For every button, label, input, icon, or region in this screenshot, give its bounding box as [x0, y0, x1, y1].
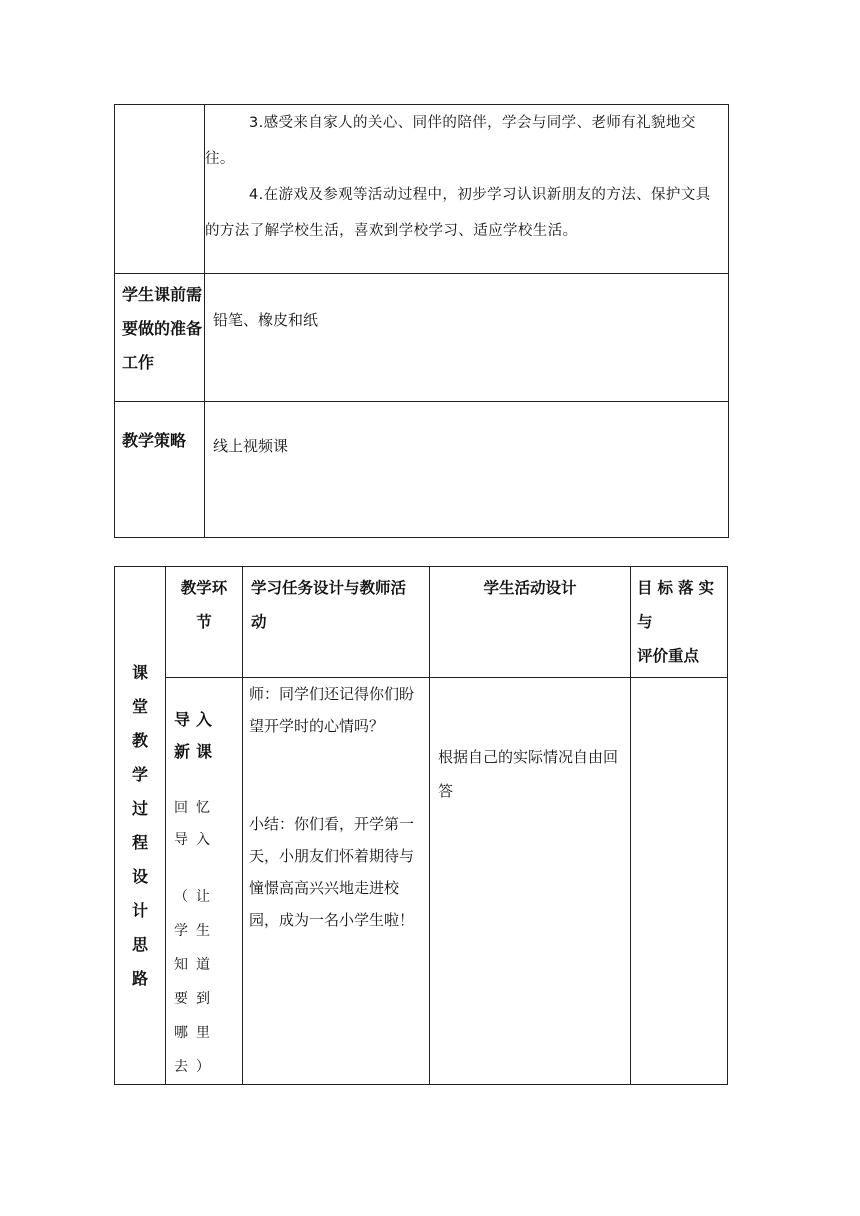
prep-value: 铅笔、橡皮和纸 — [205, 274, 729, 402]
side-char: 设 — [131, 866, 148, 886]
objective-4: 4.在游戏及参观等活动过程中，初步学习认识新朋友的方法、保护文具的方法了解学校生活，喜欢到学校学习、适应学校生活。 — [205, 187, 711, 239]
header-segment: 教学环节 — [166, 567, 243, 678]
process-table — [114, 566, 728, 1085]
prep-label: 学生课前需要做的准备工作 — [115, 274, 205, 402]
segment-cell — [166, 678, 243, 1085]
side-char: 教 — [131, 730, 148, 750]
side-char: 堂 — [131, 696, 148, 716]
teacher-question: 师：同学们还记得你们盼望开学时的心情吗？ — [249, 685, 415, 735]
teacher-summary: 小结：你们看，开学第一天，小朋友们怀着期待与憧憬高高兴兴地走进校园，成为一名小学生啦！ — [249, 815, 415, 929]
header-goal-line2: 评价重点 — [637, 647, 700, 665]
header-task: 学习任务设计与教师活动 — [243, 567, 430, 678]
side-char: 程 — [131, 832, 148, 852]
objectives-cell — [205, 105, 729, 274]
objective-3: 3.感受来自家人的关心、同伴的陪伴，学会与同学、老师有礼貌地交往。 — [205, 115, 696, 167]
header-student: 学生活动设计 — [430, 567, 631, 678]
goal-cell — [631, 678, 728, 1085]
side-char: 学 — [131, 764, 148, 784]
side-char: 过 — [131, 798, 148, 818]
header-goal-line1: 目标落实与 — [637, 579, 720, 631]
side-char: 计 — [131, 900, 148, 920]
side-char: 路 — [131, 968, 148, 988]
side-char: 课 — [131, 662, 148, 682]
segment-title: 导入新课 — [174, 710, 219, 761]
strategy-value: 线上视频课 — [205, 402, 729, 538]
header-goal — [631, 567, 728, 678]
side-char: 思 — [131, 934, 148, 954]
segment-note: （让学生知道要到哪里去） — [174, 889, 218, 1075]
segment-sub: 回忆导入 — [174, 800, 218, 848]
teacher-activity-cell — [243, 678, 430, 1085]
objectives-label-cell — [115, 105, 205, 274]
process-side-label — [115, 567, 166, 1085]
info-table — [114, 104, 729, 538]
strategy-label: 教学策略 — [115, 402, 205, 538]
student-activity-cell: 根据自己的实际情况自由回答 — [430, 678, 631, 1085]
